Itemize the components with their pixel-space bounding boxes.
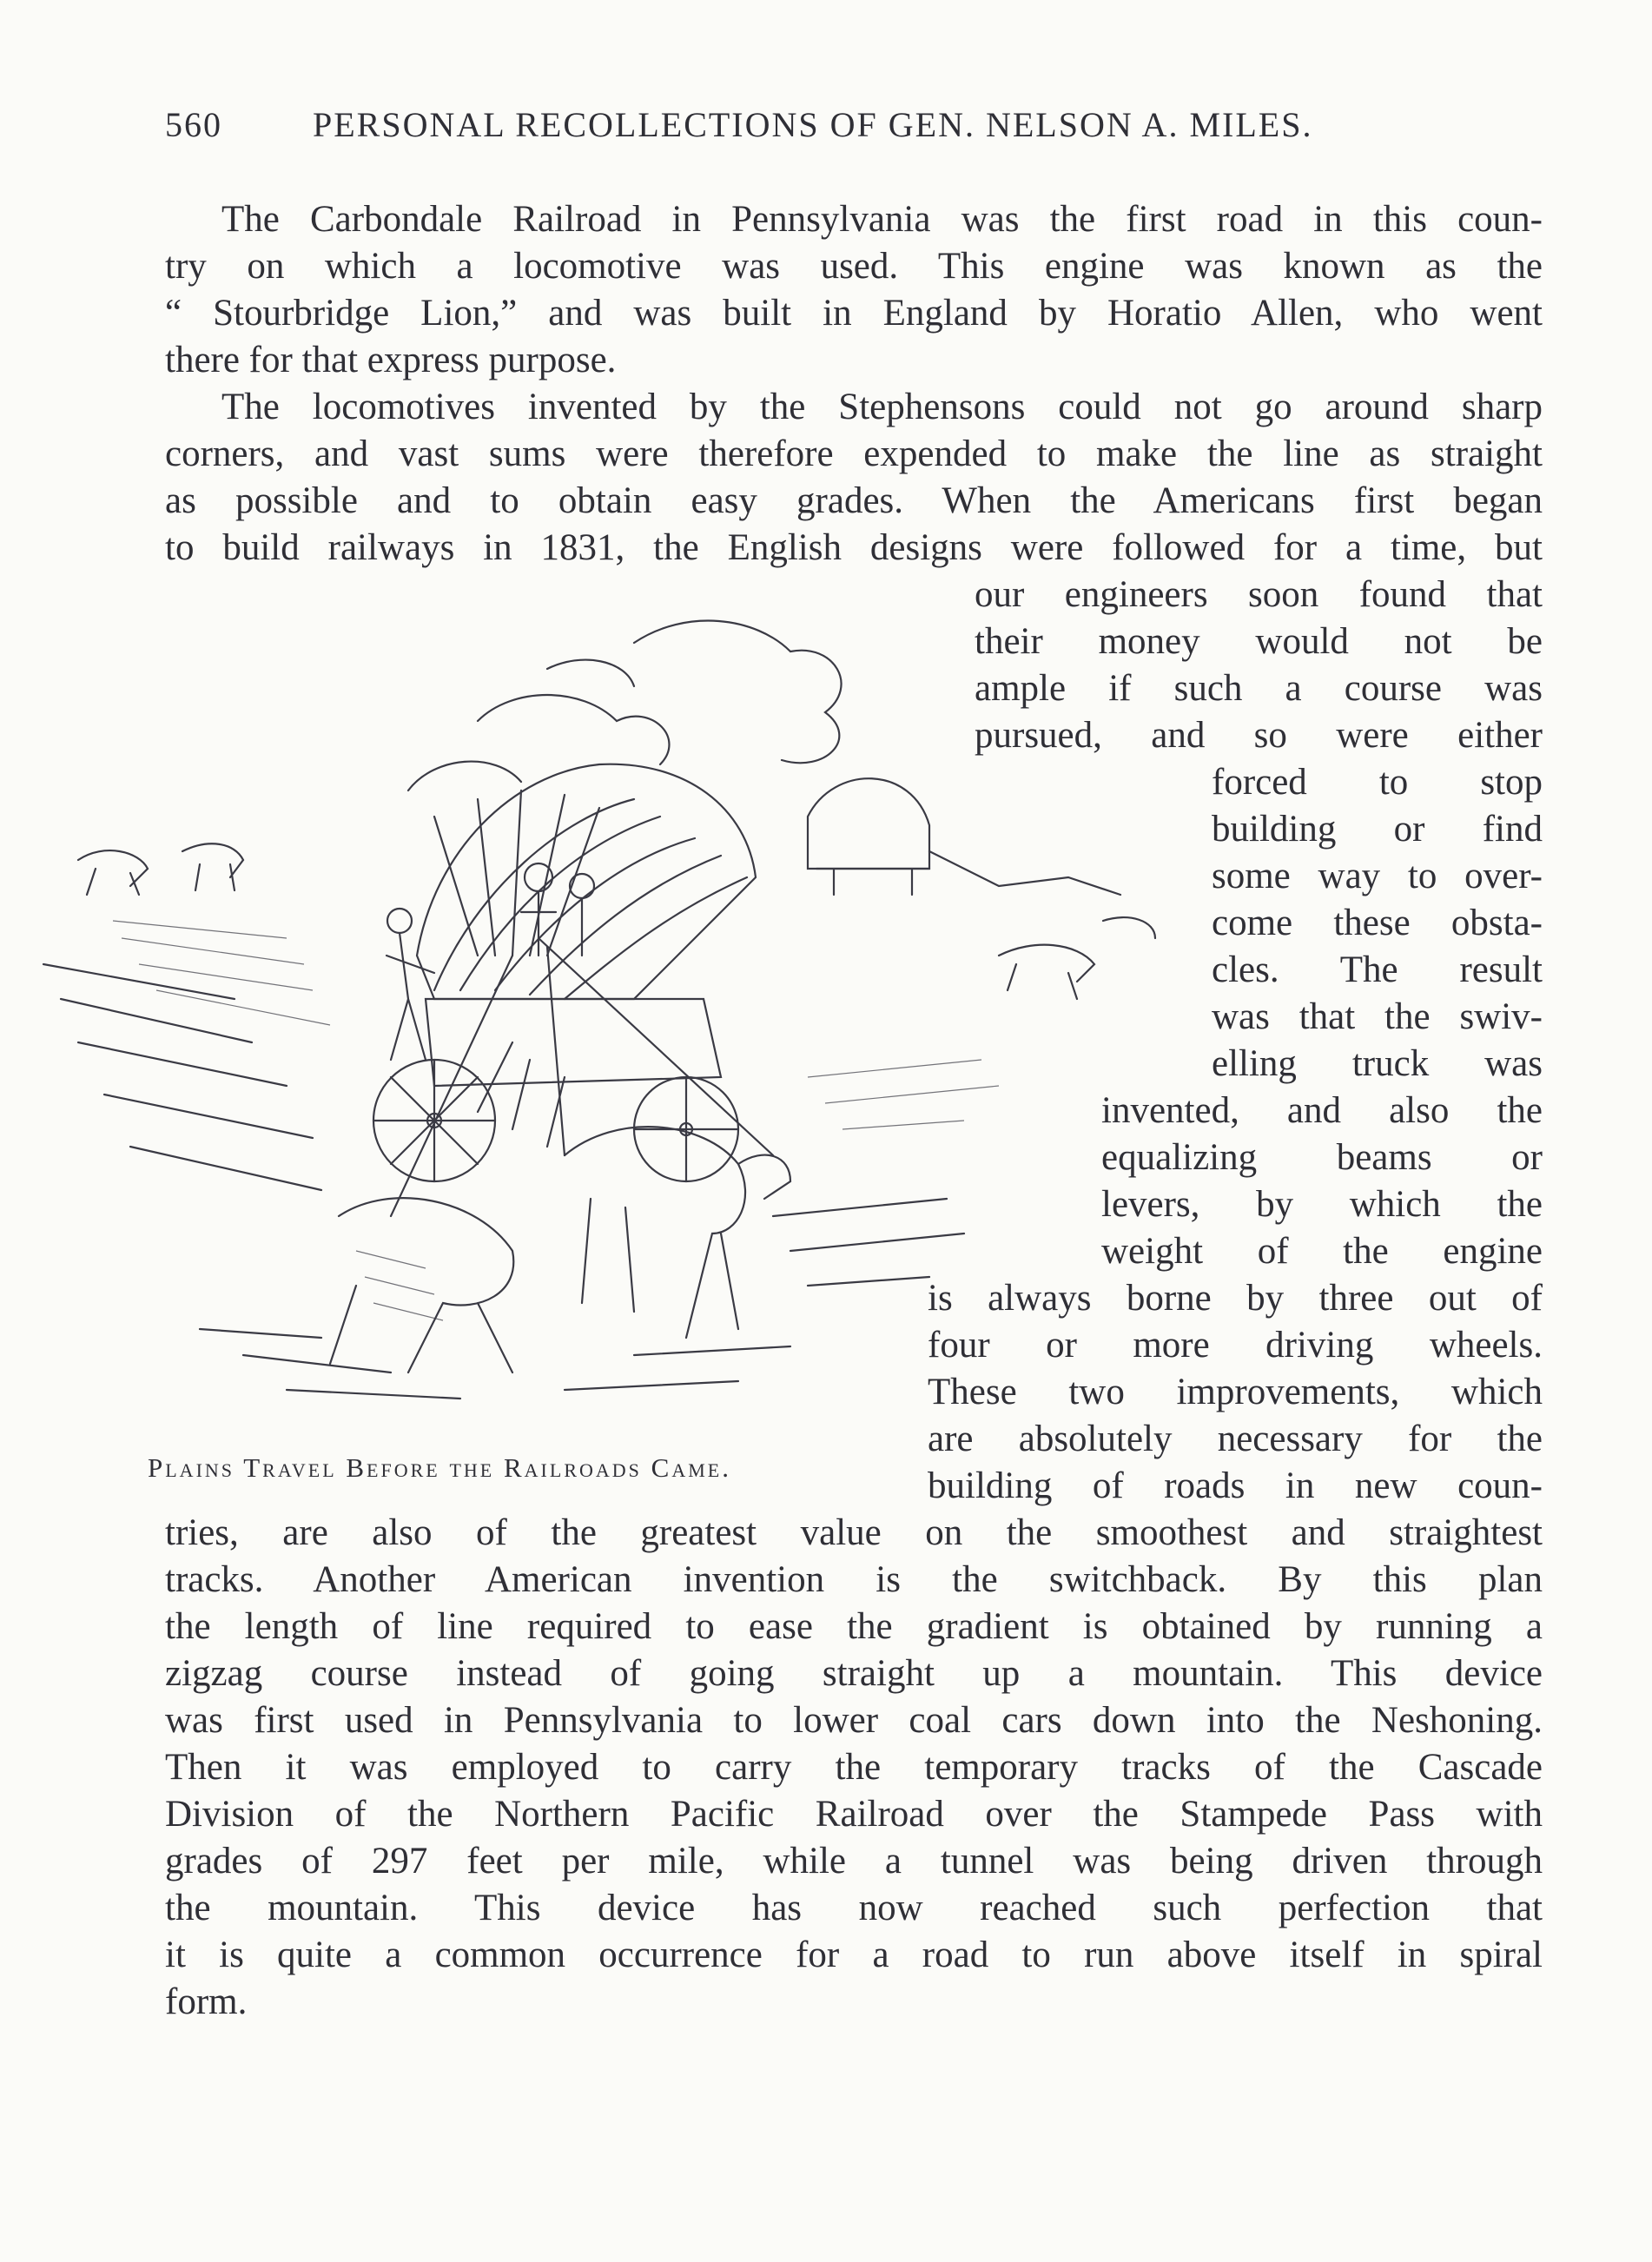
text-line: forced to stop (1212, 762, 1543, 803)
text-line: is always borne by three out of (928, 1278, 1543, 1319)
text-line: equalizing beams or (1101, 1137, 1543, 1178)
text-line: cles. The result (1212, 949, 1543, 990)
text-line: try on which a locomotive was used. This engine was known as the (165, 246, 1543, 287)
text-line: levers, by which the (1101, 1184, 1543, 1225)
text-line: These two improvements, which (928, 1372, 1543, 1412)
text-line: corners, and vast sums were therefore expended to make the line as straight (165, 433, 1543, 474)
page-number: 560 (165, 105, 222, 144)
text-line: Then it was employed to carry the temporary tracks of the Cascade (165, 1747, 1543, 1788)
illustration-caption: Plains Travel Before the Railroads Came. (148, 1452, 731, 1483)
text-line: weight of the engine (1101, 1231, 1543, 1272)
text-line: was that the swiv- (1212, 996, 1543, 1037)
text-line: are absolutely necessary for the (928, 1419, 1543, 1459)
text-line: was first used in Pennsylvania to lower coal cars down into the Neshoning. (165, 1700, 1543, 1741)
wagon-train-illustration (26, 591, 1173, 1425)
text-line: some way to over- (1212, 856, 1543, 896)
text-line: it is quite a common occurrence for a road to run above itself in spiral (165, 1935, 1543, 1975)
text-line: tries, are also of the greatest value on the smoothest and straightest (165, 1512, 1543, 1553)
text-line: to build railways in 1831, the English designs were followed for a time, but (165, 527, 1543, 568)
text-line: ample if such a course was (975, 668, 1543, 709)
text-line: there for that express purpose. (165, 340, 617, 380)
text-line: “ Stourbridge Lion,” and was built in England by Horatio Allen, who went (165, 293, 1543, 334)
text-line: as possible and to obtain easy grades. When the Americans first began (165, 480, 1543, 521)
text-line: Division of the Northern Pacific Railroad over the Stampede Pass with (165, 1794, 1543, 1835)
text-line: four or more driving wheels. (928, 1325, 1543, 1366)
text-line: The locomotives invented by the Stephensons could not go around sharp (221, 387, 1543, 427)
text-line: building or find (1212, 809, 1543, 850)
text-line: come these obsta- (1212, 903, 1543, 943)
text-line: our engineers soon found that (975, 574, 1543, 615)
text-line: building of roads in new coun- (928, 1465, 1543, 1506)
running-title: PERSONAL RECOLLECTIONS OF GEN. NELSON A. MILES. (313, 105, 1313, 144)
text-line: zigzag course instead of going straight up a mountain. This device (165, 1653, 1543, 1694)
text-line: form. (165, 1981, 248, 2022)
text-line: the mountain. This device has now reached such perfection that (165, 1888, 1543, 1928)
text-line: tracks. Another American invention is the switchback. By this plan (165, 1559, 1543, 1600)
page-header (165, 104, 1407, 156)
text-line: their money would not be (975, 621, 1543, 662)
text-line: pursued, and so were either (975, 715, 1543, 756)
text-line: elling truck was (1212, 1043, 1543, 1084)
text-line: grades of 297 feet per mile, while a tunnel was being driven through (165, 1841, 1543, 1882)
text-line: The Carbondale Railroad in Pennsylvania was the first road in this coun- (221, 199, 1543, 240)
text-line: invented, and also the (1101, 1090, 1543, 1131)
text-line: the length of line required to ease the gradient is obtained by running a (165, 1606, 1543, 1647)
